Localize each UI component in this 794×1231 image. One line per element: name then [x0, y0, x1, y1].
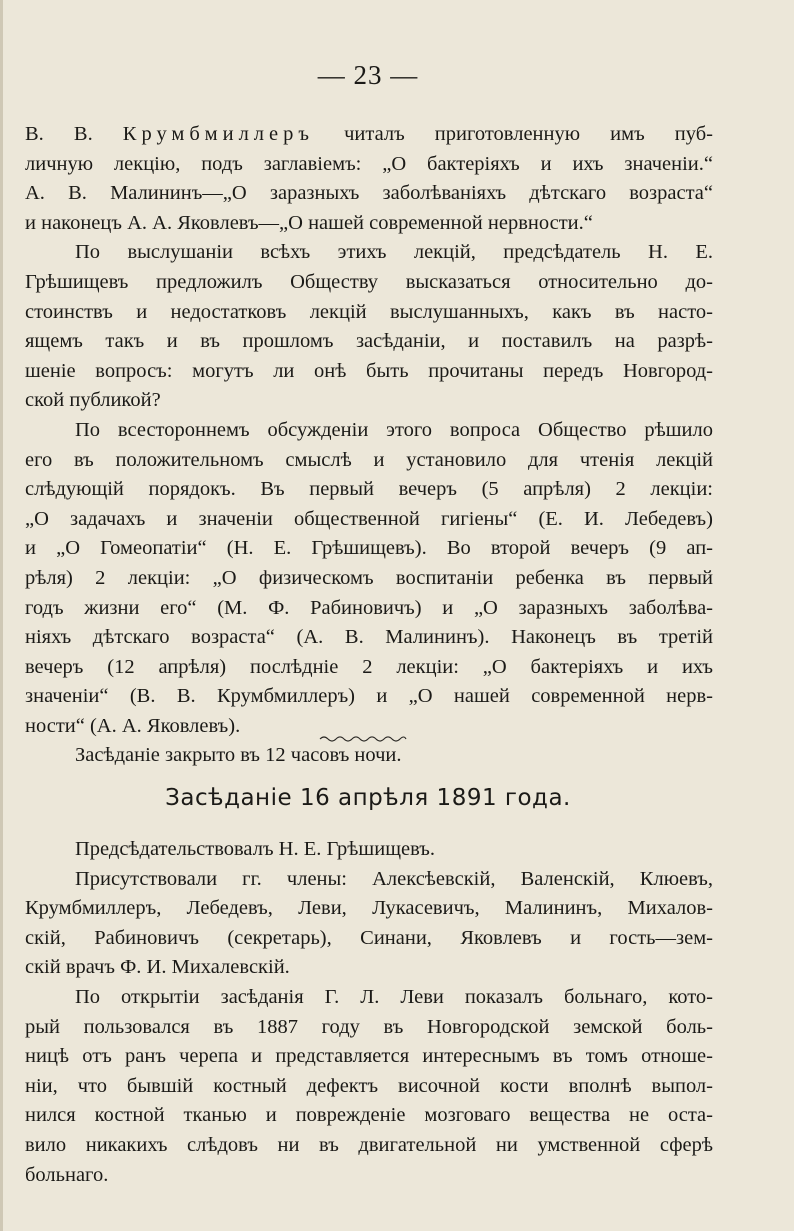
page-number: — 23 —: [317, 60, 419, 90]
text-line: А. В. Малининъ—„О заразныхъ заболѣваніяхъ дѣтскаго возраста“: [25, 182, 713, 205]
text-line: стоинствъ и недостатковъ лекцій выслушанныхъ, какъ въ насто-: [25, 300, 713, 323]
text-line: ящемъ такъ и въ прошломъ засѣданіи, и поставилъ на разрѣ-: [25, 330, 713, 353]
text-fragment: читалъ приготовленную имъ пуб-: [314, 123, 713, 145]
text-line: скій, Рабиновичъ (секретарь), Синани, Яковлевъ и гость—зем-: [25, 926, 713, 949]
paragraph-chair-proposal: [25, 238, 713, 416]
text-line: рый пользовался въ 1887 году въ Новгородской земской боль-: [25, 1015, 713, 1038]
text-line: По выслушаніи всѣхъ этихъ лекцій, предсѣдатель Н. Е.: [75, 241, 713, 264]
text-line: По открытіи засѣданія Г. Л. Леви показалъ больнаго, кото-: [75, 985, 713, 1008]
text-line: ніи, что бывшій костный дефектъ височной кости вполнѣ выпол-: [25, 1074, 713, 1097]
paragraph-chairman: Предсѣдательствовалъ Н. Е. Грѣшищевъ.: [75, 838, 435, 860]
text-line: ности“ (А. А. Яковлевъ).: [25, 714, 241, 737]
text-line: скій врачъ Ф. И. Михалевскій.: [25, 956, 290, 979]
text-line: нился костной тканью и поврежденіе мозговаго вещества не оста-: [25, 1104, 713, 1127]
paragraph-closing: Засѣданіе закрыто въ 12 часовъ ночи.: [75, 744, 402, 767]
text-line: вило никакихъ слѣдовъ ни въ двигательной ни умственной сферѣ: [25, 1133, 713, 1156]
author-name-spaced: Крумбмиллеръ: [122, 123, 314, 145]
paragraph-lecture-summary: [25, 120, 713, 238]
section-title: Засѣданіе 16 апрѣля 1891 года.: [165, 785, 571, 811]
text-line: больнаго.: [25, 1163, 109, 1186]
text-line: годъ жизни его“ (М. Ф. Рабиновичъ) и „О заразныхъ заболѣва-: [25, 596, 713, 619]
paragraph-case-report: [25, 983, 713, 1190]
text-line: [25, 120, 713, 150]
text-block-lower: [25, 835, 713, 1190]
text-line: и наконецъ А. А. Яковлевъ—„О нашей современной нервности.“: [25, 211, 593, 234]
text-line: личную лекцію, подъ заглавіемъ: „О бактеріяхъ и ихъ значеніи.“: [25, 152, 713, 175]
text-line: и „О Гомеопатіи“ (Н. Е. Грѣшищевъ). Во второй вечеръ (9 ап-: [25, 537, 713, 560]
text-line: шеніе вопросъ: могутъ ли онѣ быть прочитаны передъ Новгород-: [25, 359, 713, 382]
text-line: Присутствовали гг. члены: Алексѣевскій, Валенскій, Клюевъ,: [75, 867, 713, 890]
text-line: рѣля) 2 лекціи: „О физическомъ воспитаніи ребенка въ первый: [25, 566, 713, 589]
paragraph-attendees: [25, 865, 713, 983]
text-line: слѣдующій порядокъ. Въ первый вечеръ (5 апрѣля) 2 лекціи:: [25, 478, 713, 501]
text-line: „О задачахъ и значеніи общественной гигіены“ (Е. И. Лебедевъ): [25, 507, 713, 530]
text-line: Грѣшищевъ предложилъ Обществу высказаться относительно до-: [25, 270, 713, 293]
text-line: вечеръ (12 апрѣля) послѣдніе 2 лекціи: „О бактеріяхъ и ихъ: [25, 655, 713, 678]
text-line: ніяхъ дѣтскаго возраста“ (А. В. Малининъ). Наконецъ въ третій: [25, 626, 713, 649]
paragraph-decision: [25, 416, 713, 742]
text-fragment: В. В.: [25, 123, 123, 145]
text-line: По всестороннемъ обсужденіи этого вопроса Общество рѣшило: [75, 418, 713, 441]
text-line: Крумбмиллеръ, Лебедевъ, Леви, Лукасевичъ, Малининъ, Михалов-: [25, 897, 713, 920]
text-line: ской публикой?: [25, 389, 161, 412]
text-line: его въ положительномъ смыслѣ и установило для чтенія лекцій: [25, 448, 713, 471]
text-line: ницѣ отъ ранъ черепа и представляется интереснымъ въ томъ отноше-: [25, 1045, 713, 1068]
text-block-upper: [25, 120, 713, 771]
ornament-divider: [318, 732, 408, 746]
text-line: значеніи“ (В. В. Крумбмиллеръ) и „О нашей современной нерв-: [25, 685, 713, 708]
